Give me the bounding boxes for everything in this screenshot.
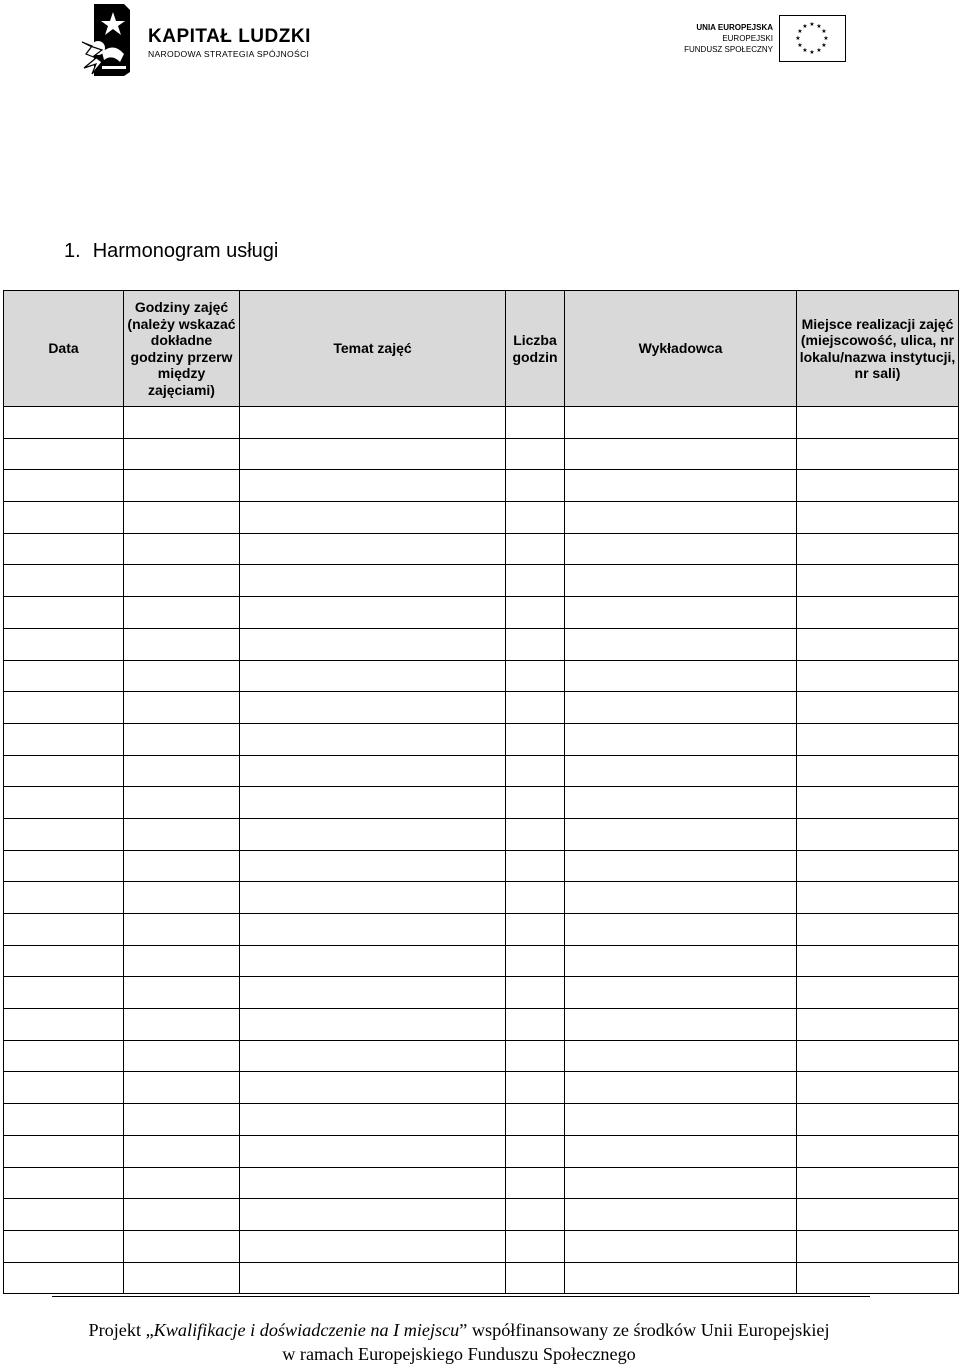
table-row [4,945,959,977]
table-cell[interactable] [797,1230,959,1262]
table-cell[interactable] [240,533,506,565]
svg-text:★: ★ [816,23,822,30]
table-row [4,407,959,439]
kapital-ludzki-title: KAPITAŁ LUDZKI [148,26,311,47]
svg-text:★: ★ [795,35,801,42]
table-row [4,533,959,565]
table-cell[interactable] [124,1167,240,1199]
table-cell[interactable] [797,1072,959,1104]
table-cell[interactable] [797,628,959,660]
table-row [4,755,959,787]
table-cell[interactable] [124,1230,240,1262]
table-row [4,1009,959,1041]
table-row [4,787,959,819]
table-cell[interactable] [506,1230,565,1262]
table-row [4,470,959,502]
eu-logo-line3: FUNDUSZ SPOŁECZNY [684,45,773,54]
table-cell[interactable] [565,818,797,850]
table-row [4,850,959,882]
table-cell[interactable] [565,692,797,724]
table-cell[interactable] [124,818,240,850]
table-cell[interactable] [4,1072,124,1104]
table-cell[interactable] [565,1040,797,1072]
table-cell[interactable] [565,1230,797,1262]
table-row [4,1262,959,1294]
table-cell[interactable] [124,1040,240,1072]
table-cell[interactable] [797,755,959,787]
table-cell[interactable] [506,723,565,755]
table-cell[interactable] [506,787,565,819]
table-cell[interactable] [240,502,506,534]
table-cell[interactable] [124,597,240,629]
table-cell[interactable] [565,1199,797,1231]
table-cell[interactable] [240,597,506,629]
table-cell[interactable] [240,1262,506,1294]
table-cell[interactable] [124,1072,240,1104]
table-cell[interactable] [797,1199,959,1231]
table-cell[interactable] [240,1072,506,1104]
table-cell[interactable] [565,533,797,565]
column-header-hours: Godziny zajęć (należy wskazać dokładne godziny przerw między zajęciami) [124,291,240,407]
table-cell[interactable] [4,977,124,1009]
table-cell[interactable] [124,692,240,724]
table-cell[interactable] [124,850,240,882]
table-cell[interactable] [565,1262,797,1294]
table-body [4,407,959,1294]
table-cell[interactable] [797,787,959,819]
table-cell[interactable] [506,1167,565,1199]
table-cell[interactable] [565,565,797,597]
table-cell[interactable] [565,1009,797,1041]
table-cell[interactable] [797,1135,959,1167]
table-cell[interactable] [4,502,124,534]
column-header-topic: Temat zajęć [240,291,506,407]
kapital-ludzki-subtitle: NARODOWA STRATEGIA SPÓJNOŚCI [148,49,310,59]
table-cell[interactable] [240,945,506,977]
table-cell[interactable] [124,565,240,597]
table-cell[interactable] [4,1167,124,1199]
table-cell[interactable] [506,628,565,660]
table-row [4,628,959,660]
table-cell[interactable] [124,1104,240,1136]
table-cell[interactable] [797,818,959,850]
footer [0,1318,918,1366]
table-row [4,1104,959,1136]
footer-line1-prefix: Projekt „ [88,1320,154,1340]
table-cell[interactable] [565,977,797,1009]
table-cell[interactable] [240,1199,506,1231]
table-cell[interactable] [506,882,565,914]
table-cell[interactable] [4,1104,124,1136]
table-cell[interactable] [124,407,240,439]
table-cell[interactable] [240,660,506,692]
table-cell[interactable] [124,533,240,565]
table-cell[interactable] [506,1135,565,1167]
table-cell[interactable] [506,755,565,787]
table-cell[interactable] [797,692,959,724]
table-cell[interactable] [4,470,124,502]
table-cell[interactable] [4,1230,124,1262]
table-cell[interactable] [240,723,506,755]
table-cell[interactable] [565,945,797,977]
table-cell[interactable] [565,723,797,755]
table-cell[interactable] [506,818,565,850]
table-cell[interactable] [124,882,240,914]
table-row [4,660,959,692]
table-cell[interactable] [797,597,959,629]
table-cell[interactable] [506,850,565,882]
table-cell[interactable] [124,977,240,1009]
table-cell[interactable] [797,407,959,439]
table-row [4,1040,959,1072]
table-cell[interactable] [565,438,797,470]
table-cell[interactable] [797,1104,959,1136]
table-cell[interactable] [565,1072,797,1104]
table-cell[interactable] [124,755,240,787]
table-cell[interactable] [4,628,124,660]
table-cell[interactable] [124,470,240,502]
svg-text:★: ★ [821,42,827,49]
table-cell[interactable] [506,1009,565,1041]
table-cell[interactable] [797,945,959,977]
table-cell[interactable] [565,470,797,502]
table-cell[interactable] [4,565,124,597]
kapital-ludzki-emblem-icon [80,2,142,78]
table-cell[interactable] [4,692,124,724]
table-cell[interactable] [4,723,124,755]
table-cell[interactable] [506,977,565,1009]
table-cell[interactable] [565,882,797,914]
table-cell[interactable] [565,914,797,946]
table-cell[interactable] [506,1262,565,1294]
table-cell[interactable] [124,502,240,534]
svg-text:★: ★ [802,23,808,30]
table-cell[interactable] [797,1262,959,1294]
table-row [4,1167,959,1199]
table-cell[interactable] [4,850,124,882]
schedule-table [3,290,959,1294]
table-cell[interactable] [124,787,240,819]
table-cell[interactable] [124,723,240,755]
table-cell[interactable] [797,533,959,565]
table-cell[interactable] [4,818,124,850]
eu-logo-line1: UNIA EUROPEJSKA [696,23,773,32]
eu-logo [680,15,850,63]
table-cell[interactable] [240,1135,506,1167]
table-row [4,914,959,946]
table-cell[interactable] [4,945,124,977]
svg-text:★: ★ [802,47,808,54]
table-row [4,692,959,724]
table-cell[interactable] [797,565,959,597]
eu-logo-text [684,22,773,55]
svg-text:★: ★ [809,49,815,56]
table-row [4,977,959,1009]
table-cell[interactable] [124,1135,240,1167]
table-cell[interactable] [506,597,565,629]
table-cell[interactable] [240,438,506,470]
table-cell[interactable] [4,914,124,946]
table-cell[interactable] [124,945,240,977]
table-cell[interactable] [4,1262,124,1294]
table-cell[interactable] [506,945,565,977]
table-cell[interactable] [565,628,797,660]
svg-text:★: ★ [821,28,827,35]
table-cell[interactable] [565,850,797,882]
table-row [4,565,959,597]
table-cell[interactable] [506,407,565,439]
table-cell[interactable] [124,914,240,946]
table-cell[interactable] [565,787,797,819]
table-row [4,1199,959,1231]
table-cell[interactable] [240,787,506,819]
table-cell[interactable] [506,914,565,946]
table-cell[interactable] [124,1009,240,1041]
table-cell[interactable] [124,628,240,660]
footer-line1 [0,1318,918,1342]
footer-line2: w ramach Europejskiego Funduszu Społecznego [282,1344,636,1364]
table-cell[interactable] [506,1040,565,1072]
table-cell[interactable] [565,755,797,787]
table-row [4,1230,959,1262]
table-row [4,1072,959,1104]
table-cell[interactable] [240,407,506,439]
table-cell[interactable] [506,1104,565,1136]
column-header-lecturer: Wykładowca [565,291,797,407]
table-cell[interactable] [506,502,565,534]
table-row [4,1135,959,1167]
table-cell[interactable] [506,533,565,565]
table-cell[interactable] [240,850,506,882]
table-cell[interactable] [797,438,959,470]
svg-text:★: ★ [816,47,822,54]
column-header-location: Miejsce realizacji zajęć (miejscowość, ulica, nr lokalu/nazwa instytucji, nr sali) [797,291,959,407]
table-cell[interactable] [506,565,565,597]
table-cell[interactable] [4,1135,124,1167]
table-cell[interactable] [565,1104,797,1136]
table-cell[interactable] [797,882,959,914]
section-title: Harmonogram usługi [92,240,279,262]
table-cell[interactable] [4,407,124,439]
table-cell[interactable] [506,1072,565,1104]
table-row [4,502,959,534]
svg-text:★: ★ [797,28,803,35]
table-cell[interactable] [797,1009,959,1041]
table-cell[interactable] [4,660,124,692]
table-cell[interactable] [506,1199,565,1231]
table-cell[interactable] [506,692,565,724]
table-row [4,818,959,850]
table-cell[interactable] [797,850,959,882]
table-cell[interactable] [124,1262,240,1294]
table-cell[interactable] [240,818,506,850]
table-cell[interactable] [240,1040,506,1072]
table-cell[interactable] [240,1167,506,1199]
table-cell[interactable] [4,1199,124,1231]
table-cell[interactable] [797,723,959,755]
footer-divider [52,1296,870,1297]
column-header-data: Data [4,291,124,407]
table-cell[interactable] [797,470,959,502]
svg-text:★: ★ [823,35,829,42]
table-cell[interactable] [797,660,959,692]
table-cell[interactable] [4,1009,124,1041]
table-cell[interactable] [240,1104,506,1136]
table-cell[interactable] [240,977,506,1009]
table-cell[interactable] [124,438,240,470]
table-cell[interactable] [565,407,797,439]
table-cell[interactable] [240,755,506,787]
table-cell[interactable] [565,660,797,692]
table-row [4,438,959,470]
table-cell[interactable] [506,660,565,692]
table-cell[interactable] [4,438,124,470]
table-cell[interactable] [797,502,959,534]
table-cell[interactable] [240,1009,506,1041]
table-cell[interactable] [240,470,506,502]
table-cell[interactable] [240,692,506,724]
footer-line1-suffix: ” współfinansowany ze środków Unii Europejskiej [459,1320,830,1340]
table-cell[interactable] [565,597,797,629]
table-cell[interactable] [240,1230,506,1262]
table-cell[interactable] [240,914,506,946]
table-cell[interactable] [797,914,959,946]
section-heading [64,240,278,263]
table-cell[interactable] [4,755,124,787]
eu-logo-line2: EUROPEJSKI [722,34,773,43]
table-cell[interactable] [797,1167,959,1199]
svg-text:★: ★ [809,21,815,28]
table-row [4,597,959,629]
table-cell[interactable] [797,1040,959,1072]
table-cell[interactable] [124,1199,240,1231]
table-cell[interactable] [565,502,797,534]
table-row [4,723,959,755]
table-cell[interactable] [4,533,124,565]
svg-text:★: ★ [797,42,803,49]
table-cell[interactable] [124,660,240,692]
kapital-ludzki-logo [80,2,320,78]
column-header-hour-count: Liczba godzin [506,291,565,407]
table-cell[interactable] [4,787,124,819]
table-cell[interactable] [240,565,506,597]
table-row [4,882,959,914]
footer-project-name: Kwalifikacje i doświadczenie na I miejscu [153,1320,460,1340]
table-cell[interactable] [4,597,124,629]
table-cell[interactable] [4,882,124,914]
table-cell[interactable] [240,882,506,914]
table-header-row [4,291,959,407]
table-cell[interactable] [565,1135,797,1167]
table-cell[interactable] [797,977,959,1009]
section-number: 1. [64,240,81,262]
table-cell[interactable] [506,438,565,470]
table-cell[interactable] [565,1167,797,1199]
eu-flag-icon [779,15,846,62]
table-cell[interactable] [506,470,565,502]
table-cell[interactable] [4,1040,124,1072]
table-cell[interactable] [240,628,506,660]
